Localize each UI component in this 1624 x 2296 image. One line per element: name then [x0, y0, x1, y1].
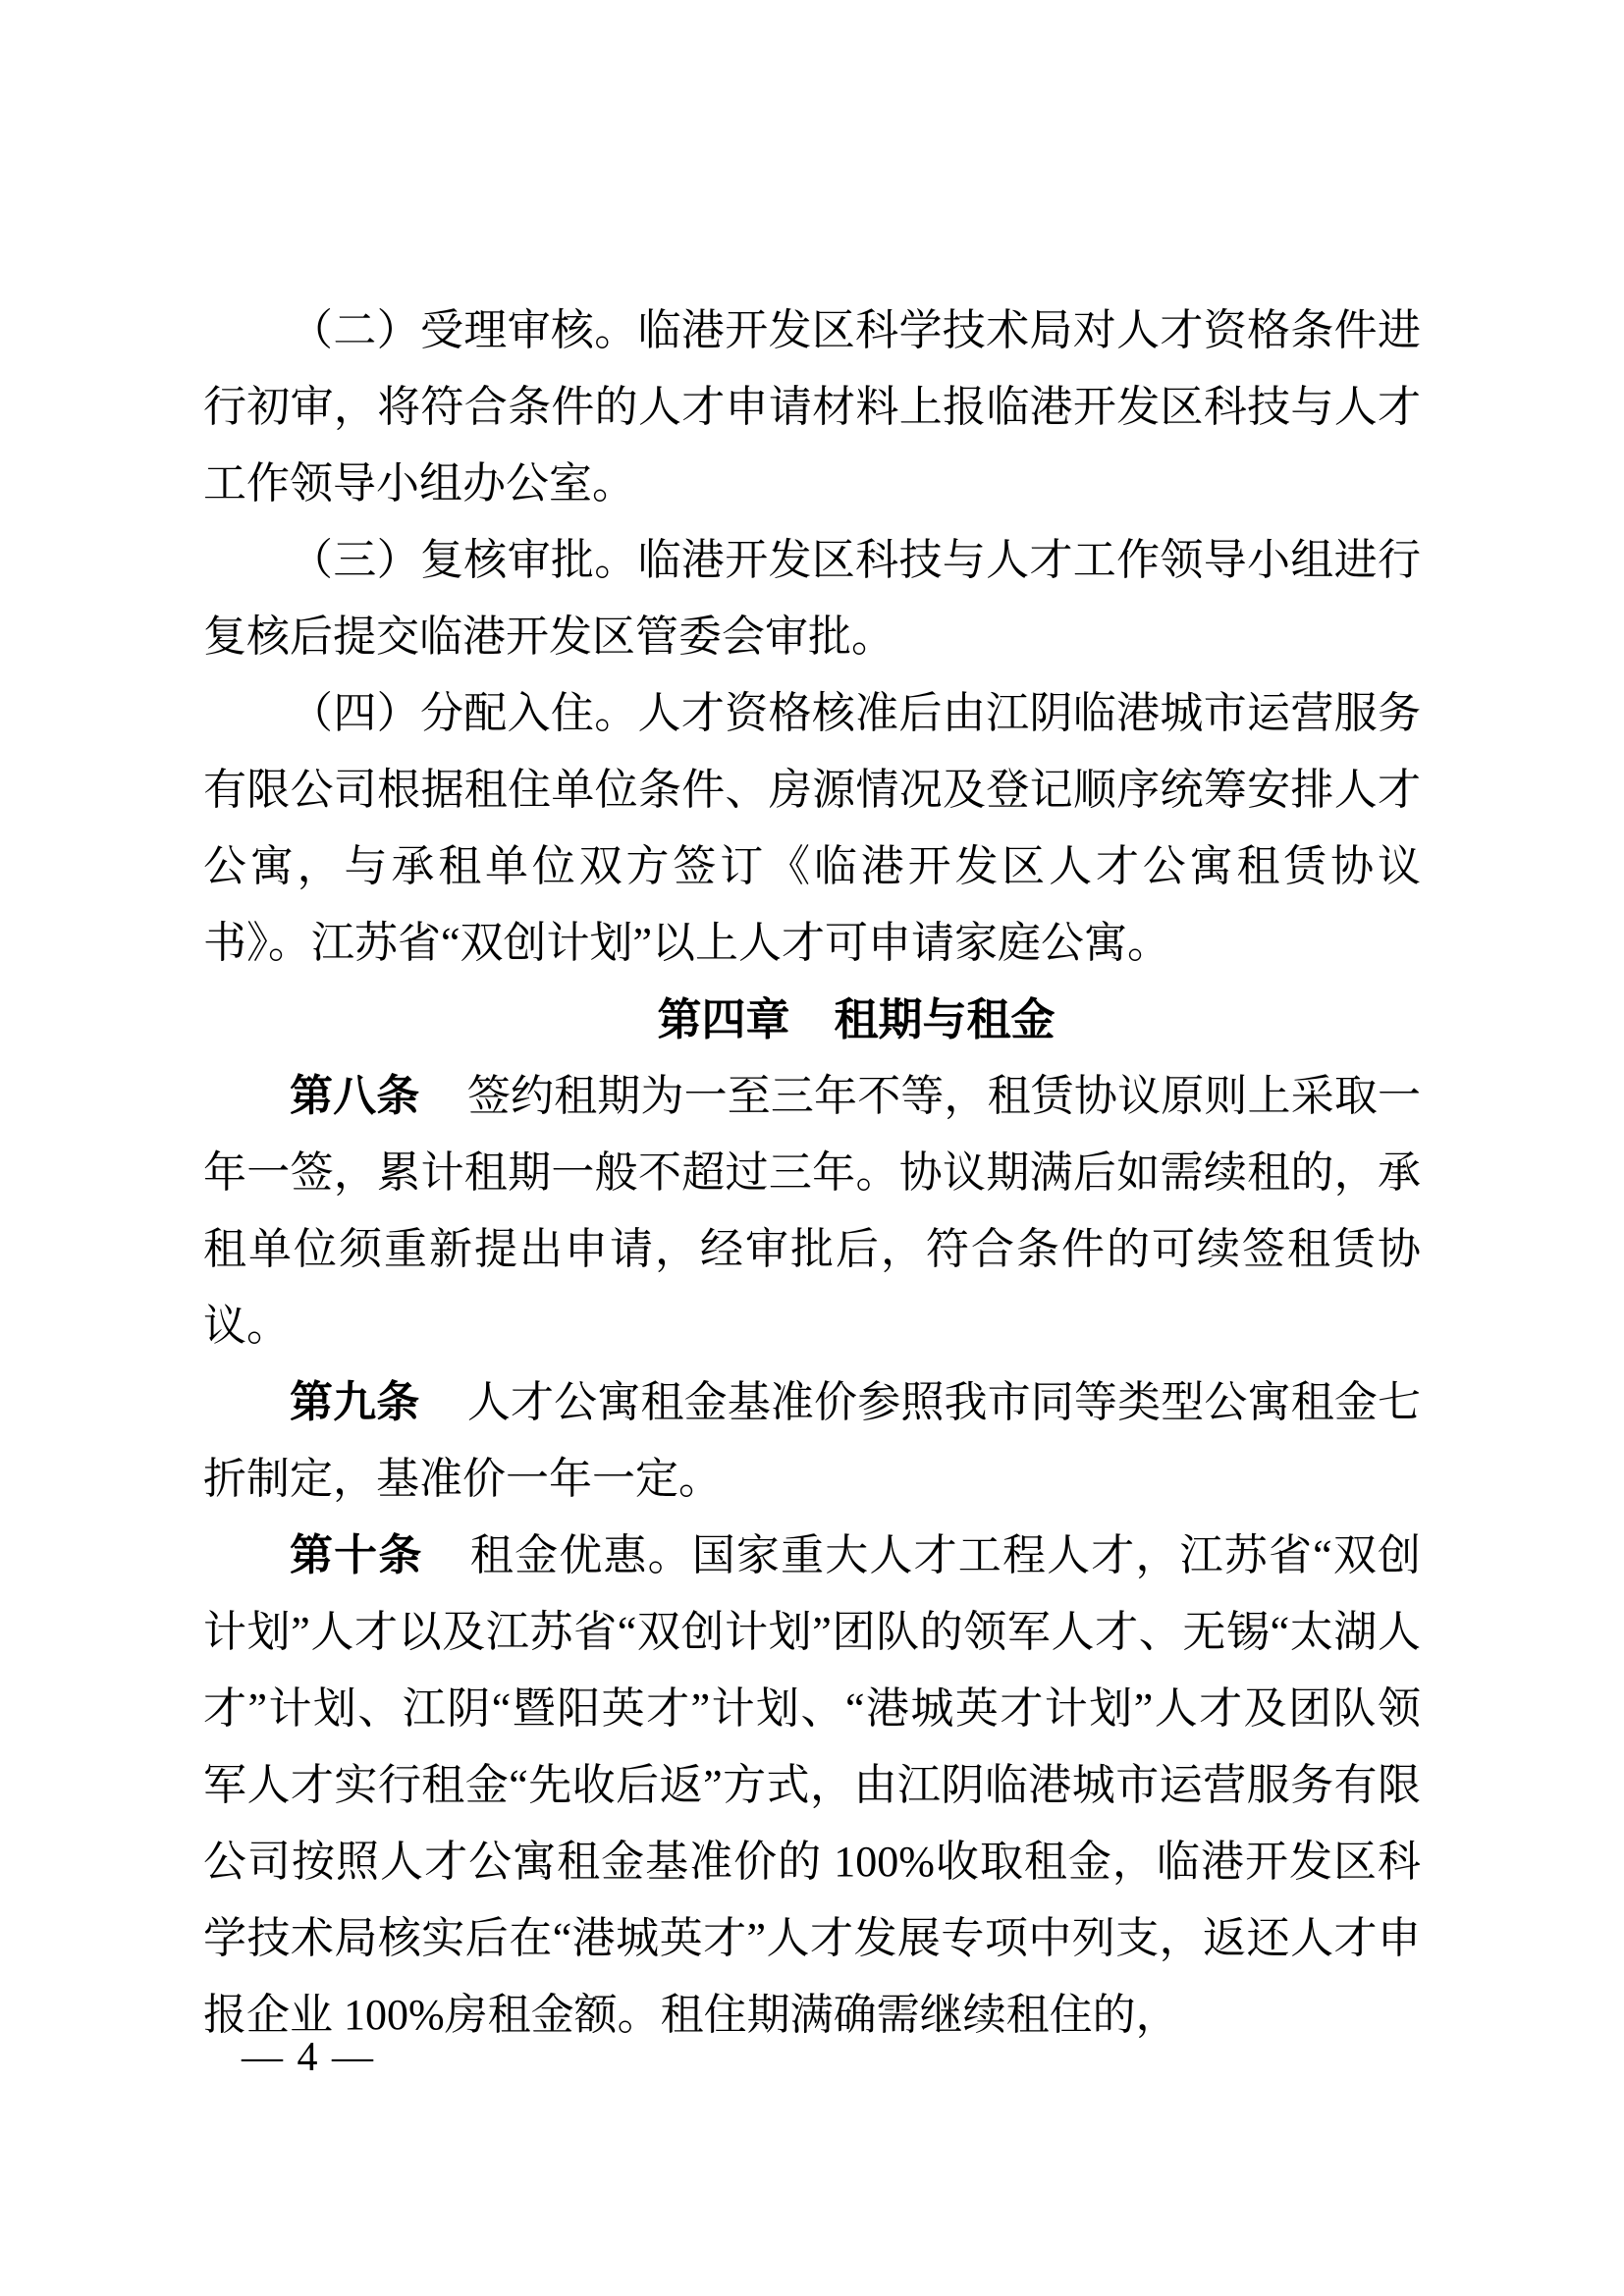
paragraph-text: （三）复核审批。临港开发区科技与人才工作领导小组进行复核后提交临港开发区管委会审批。: [203, 536, 1421, 661]
paragraph: [203, 675, 1421, 982]
paragraph: [203, 1058, 1421, 1364]
page-number: — 4 —: [242, 2035, 375, 2080]
paragraph: [203, 1518, 1421, 2054]
article-label: 第十条: [290, 1531, 423, 1579]
article-label: 第八条: [290, 1072, 420, 1120]
paragraph-text: 签约租期为一至三年不等，租赁协议原则上采取一年一签，累计租期一般不超过三年。协议期满后如需续租的，承租单位须重新提出申请，经审批后，符合条件的可续签租赁协议。: [203, 1072, 1421, 1350]
chapter-heading: [203, 982, 1421, 1058]
chapter-title: 租期与租金: [834, 994, 1056, 1044]
paragraph: [203, 293, 1421, 522]
document-body: [203, 293, 1421, 2054]
paragraph: [203, 1364, 1421, 1518]
article-label: 第九条: [290, 1378, 420, 1426]
paragraph-text: 人才公寓租金基准价参照我市同等类型公寓租金七折制定，基准价一年一定。: [203, 1378, 1421, 1503]
paragraph-text: （二）受理审核。临港开发区科学技术局对人才资格条件进行初审，将符合条件的人才申请材料上报临港开发区科技与人才工作领导小组办公室。: [203, 306, 1421, 507]
paragraph-text: 租金优惠。国家重大人才工程人才，江苏省“双创计划”人才以及江苏省“双创计划”团队的领军人才、无锡“太湖人才”计划、江阴“暨阳英才”计划、“港城英才计划”人才及团队领军人才实行租金“先收后返”方式，由江阴临港城市运营服务有限公司按照人才公寓租金基准价的 100%收取租金，临港开发区科学技术局核实后在“港城英才”人才发展专项中列支，返还人才申报企业 100%房租金额。租住期满确需继续租住的，: [203, 1531, 1422, 2039]
chapter-number: 第四章: [657, 994, 790, 1044]
paragraph-text: （四）分配入住。人才资格核准后由江阴临港城市运营服务有限公司根据租住单位条件、房源情况及登记顺序统筹安排人才公寓，与承租单位双方签订《临港开发区人才公寓租赁协议书》。江苏省“双创计划”以上人才可申请家庭公寓。: [203, 689, 1421, 967]
paragraph: [203, 522, 1421, 675]
